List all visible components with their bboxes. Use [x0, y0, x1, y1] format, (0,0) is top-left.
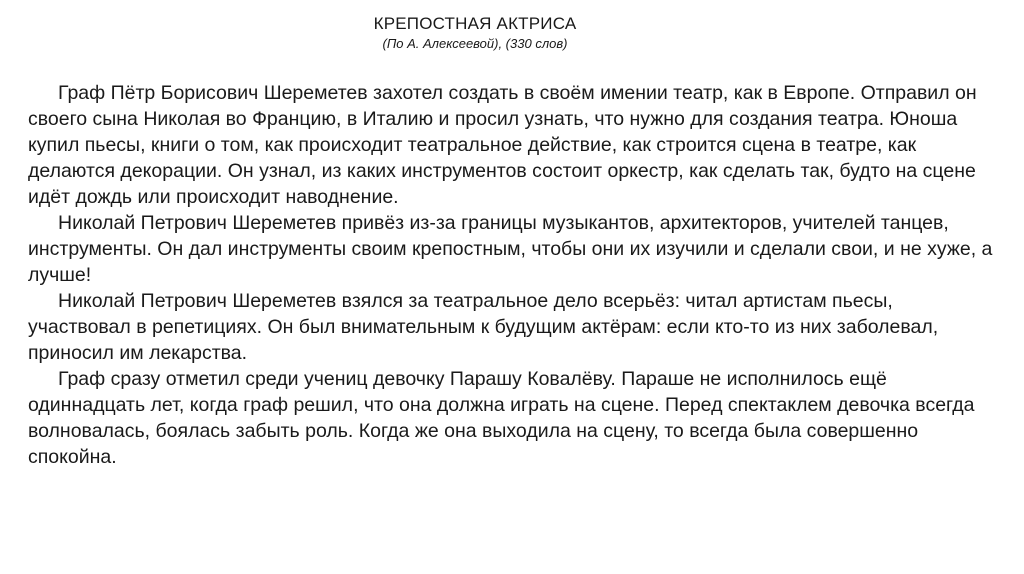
paragraph: Граф сразу отметил среди учениц девочку Парашу Ковалёву. Параше не исполнилось ещё одиннадцать лет, когда граф решил, что она должна играть на сцене. Перед спектаклем девочка всегда волновалась, боялась забыть роль. Когда же она выходила на сцену, то всегда была совершенно спокойна. [28, 368, 975, 468]
paragraph: Николай Петрович Шереметев взялся за театральное дело всерьёз: читал артистам пьесы, участвовал в репетициях. Он был внимательным к будущим актёрам: если кто-то из них заболевал, приносил им лекарства. [28, 290, 939, 364]
paragraph: Граф Пётр Борисович Шереметев захотел создать в своём имении театр, как в Европе. Отправил он своего сына Николая во Францию, в Италию и просил узнать, что нужно для создания театра. Юноша купил пьесы, книги о том, как происходит театральное действие, как строится сцена в театре, как делаются декорации. Он узнал, из каких инструментов состоит оркестр, как сделать так, будто на сцене идёт дождь или происходит наводнение. [28, 82, 977, 208]
paragraph: Николай Петрович Шереметев привёз из-за границы музыкантов, архитекторов, учителей танцев, инструменты. Он дал инструменты своим крепостным, чтобы они их изучили и сделали свои, и не хуже, а лучше! [28, 212, 993, 286]
document-subtitle: (По А. Алексеевой), (330 слов) [382, 36, 568, 51]
document-title: КРЕПОСТНАЯ АКТРИСА [373, 14, 577, 33]
document-body [28, 80, 998, 470]
